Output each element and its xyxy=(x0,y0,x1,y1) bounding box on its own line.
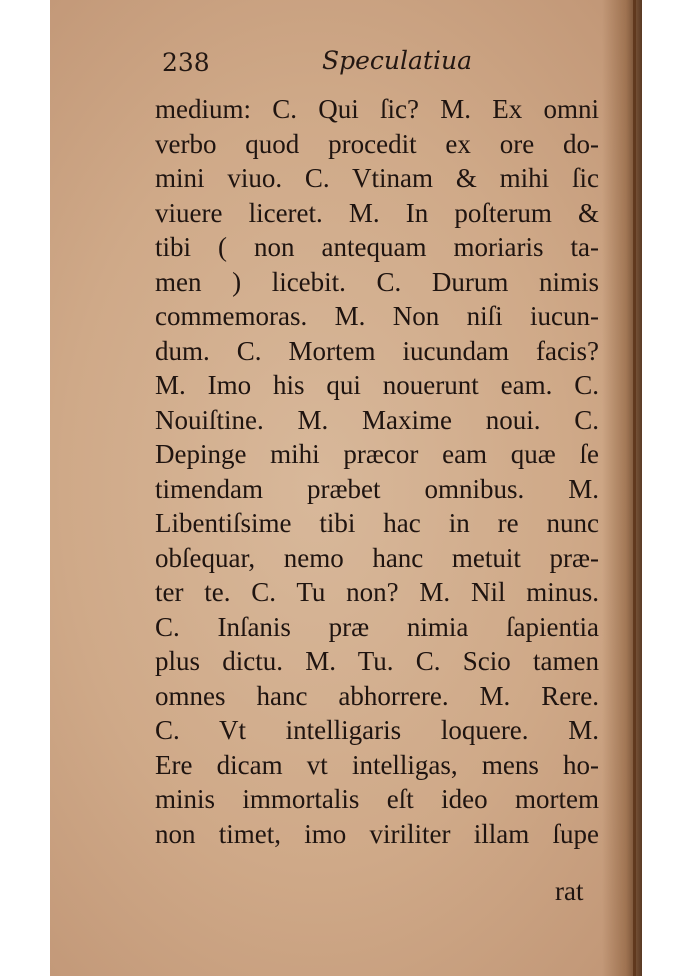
text-line: commemoras. M. Non niſi iucun- xyxy=(155,301,599,331)
binding-edge xyxy=(633,0,636,976)
page-number: 238 xyxy=(162,48,210,77)
text-line: Libentiſsime tibi hac in re nunc xyxy=(155,508,599,538)
catchword: rat xyxy=(555,876,584,906)
text-line: ter te. C. Tu non? M. Nil minus. xyxy=(155,577,599,607)
text-line: Ere dicam vt intelligas, mens ho- xyxy=(155,749,599,780)
page-header xyxy=(162,48,522,84)
text-line: omnes hanc abhorrere. M. Rere. xyxy=(155,680,599,711)
text-line: obſequar, nemo hanc metuit præ- xyxy=(155,542,599,573)
text-line: tibi ( non antequam moriaris ta- xyxy=(155,232,599,262)
text-line: Depinge mihi præcor eam quæ ſe xyxy=(155,439,599,469)
text-line: M. Imo his qui nouerunt eam. C. xyxy=(155,370,599,400)
text-line: non timet, imo viriliter illam ſupe xyxy=(155,818,599,849)
text-line: dum. C. Mortem iucundam facis? xyxy=(155,335,599,366)
text-line: plus dictu. M. Tu. C. Scio tamen xyxy=(155,646,599,676)
text-line: men ) licebit. C. Durum nimis xyxy=(155,266,599,297)
text-line: C. Vt intelligaris loquere. M. xyxy=(155,715,599,745)
text-line: viuere liceret. M. In poſterum & xyxy=(155,197,599,228)
text-line: medium: C. Qui ſic? M. Ex omni xyxy=(155,94,599,124)
body-text xyxy=(155,92,599,851)
text-line: timendam præbet omnibus. M. xyxy=(155,473,599,504)
text-line: minis immortalis eſt ideo mortem xyxy=(155,784,599,814)
page-gutter-shadow xyxy=(602,0,642,976)
text-line: mini viuo. C. Vtinam & mihi ſic xyxy=(155,163,599,193)
text-line: Nouiſtine. M. Maxime noui. C. xyxy=(155,404,599,435)
text-line: C. Inſanis præ nimia ſapientia xyxy=(155,611,599,642)
running-head: Speculatiua xyxy=(322,46,472,75)
text-line: verbo quod procedit ex ore do- xyxy=(155,128,599,159)
book-page xyxy=(50,0,642,976)
